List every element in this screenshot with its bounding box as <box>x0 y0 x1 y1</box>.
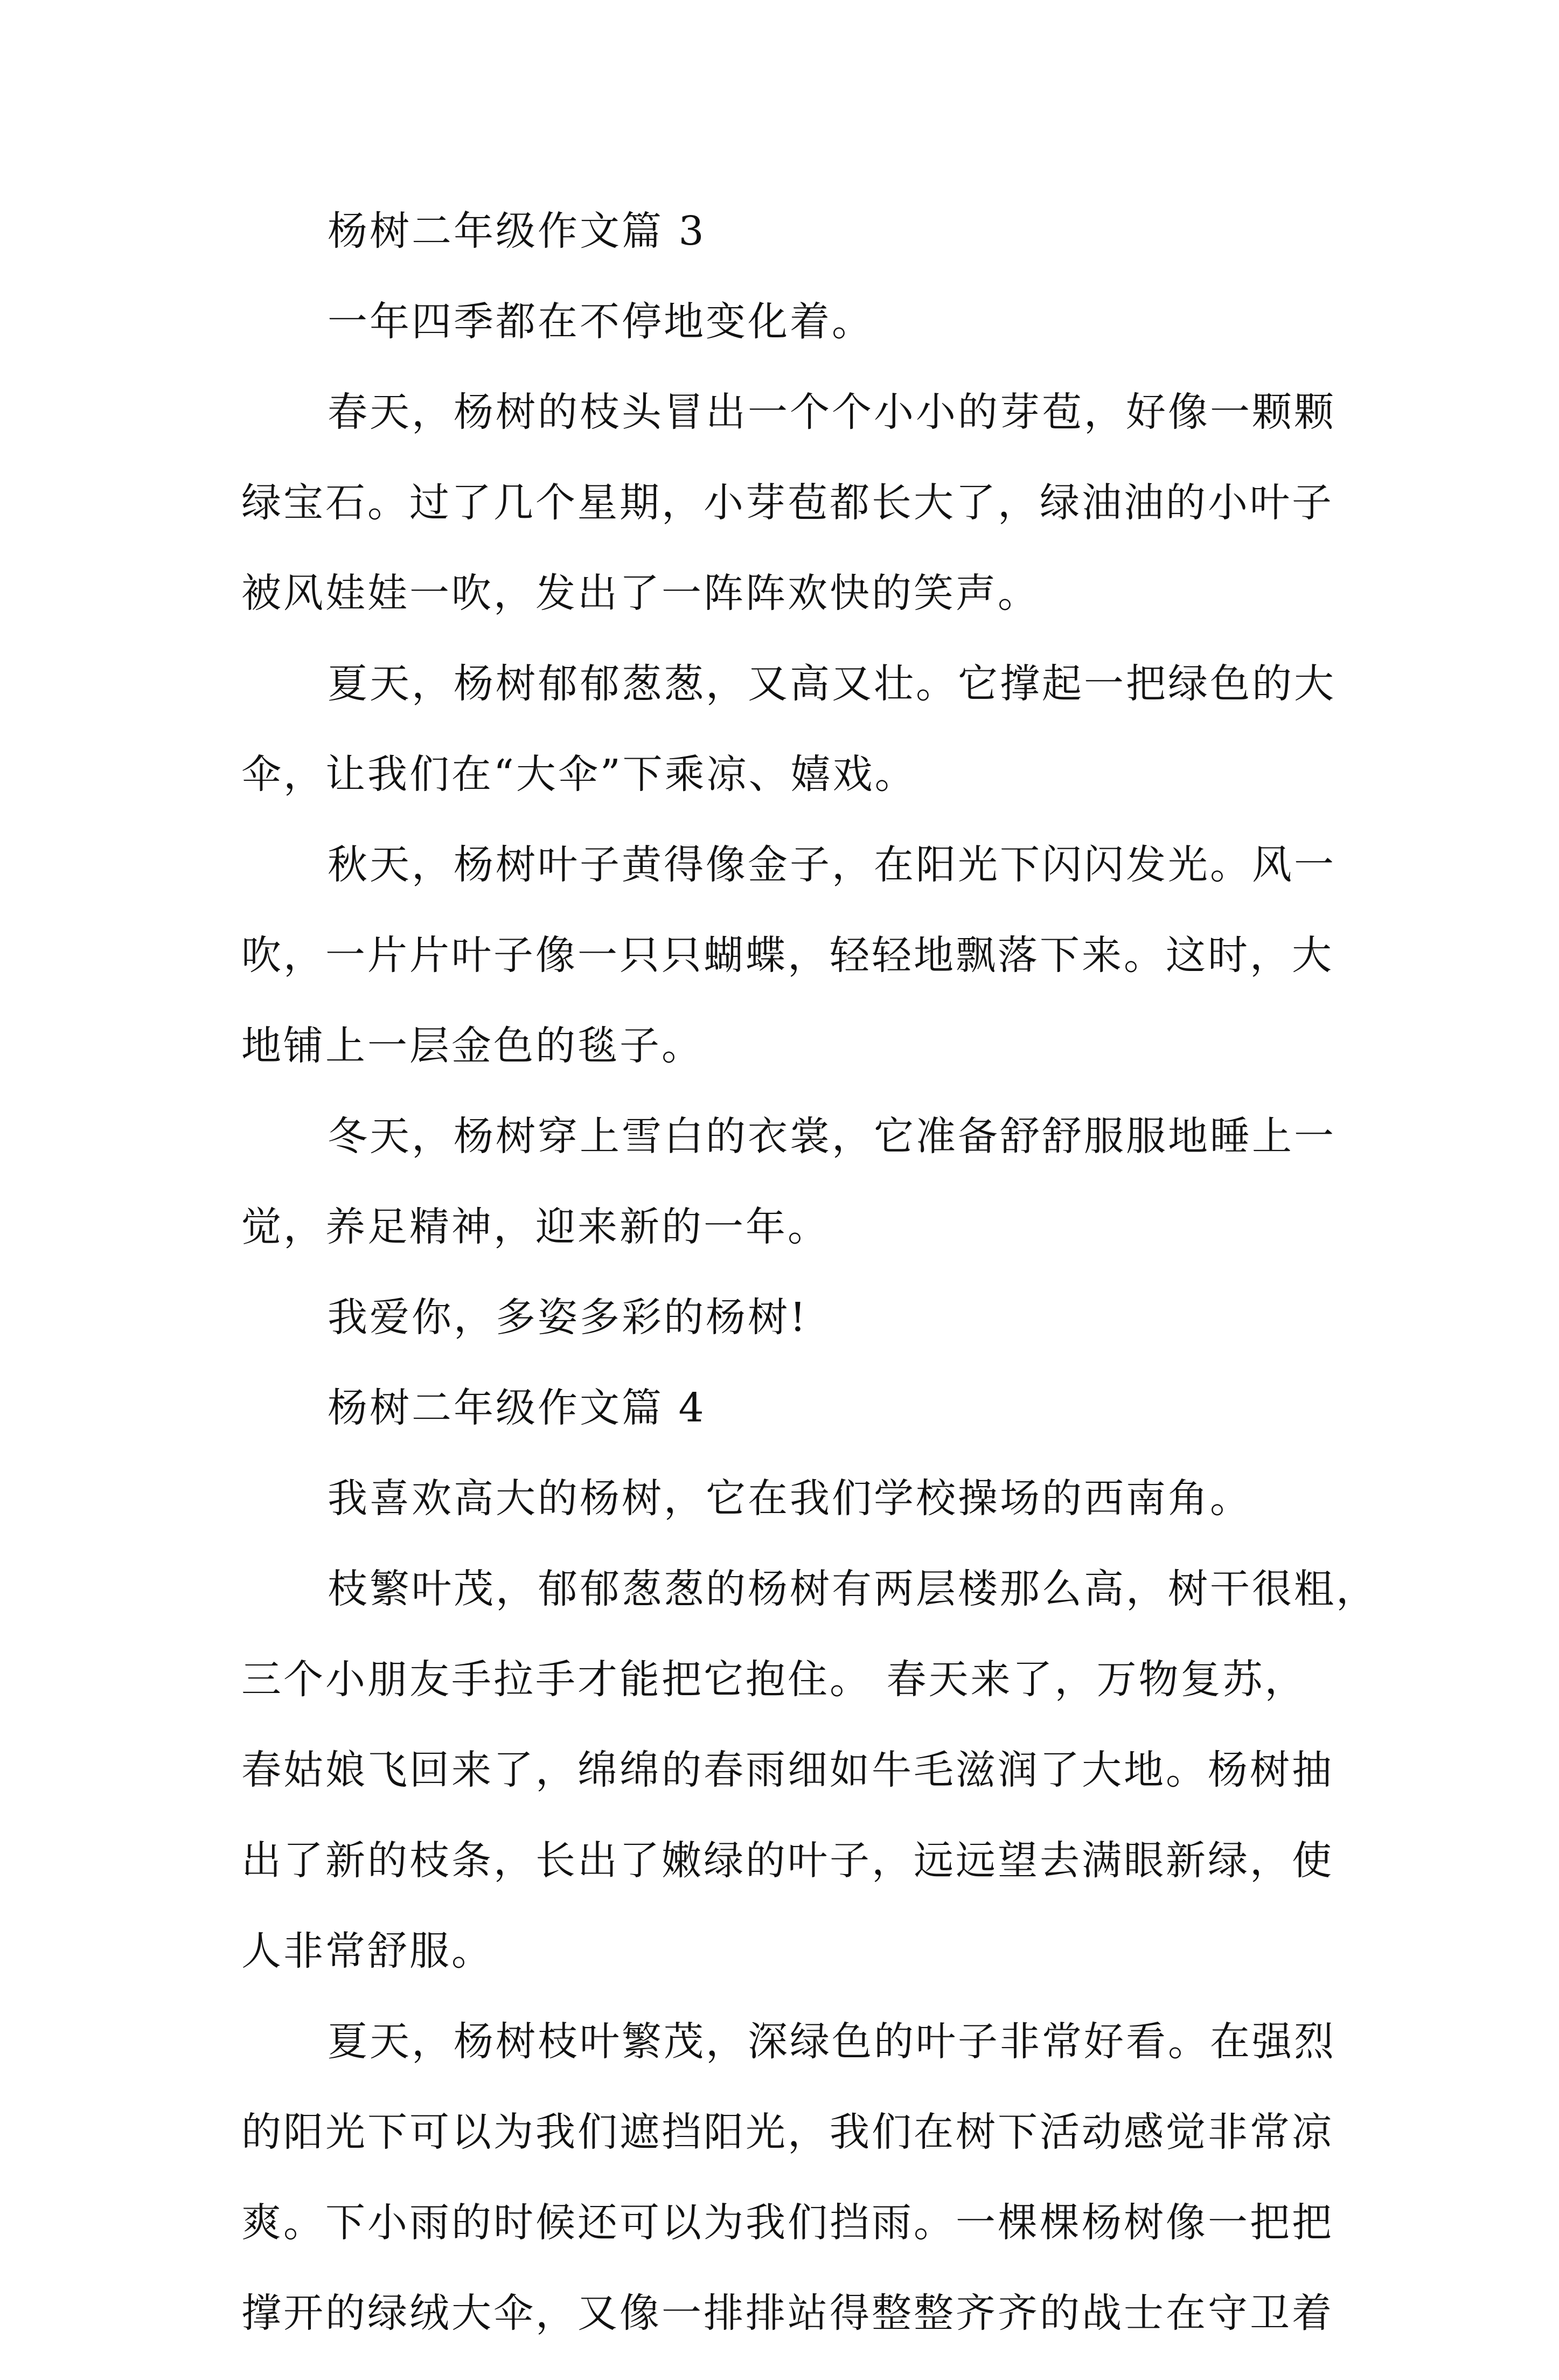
text-line: 一年四季都在不停地变化着。 <box>328 299 874 345</box>
text-line: 秋天，杨树叶子黄得像金子，在阳光下闪闪发光。风一 <box>328 842 1336 888</box>
text-line: 人非常舒服。 <box>241 1928 493 1974</box>
paragraph <box>241 1294 1319 1341</box>
text-line: 爽。下小雨的时候还可以为我们挡雨。一棵棵杨树像一把把 <box>241 2199 1334 2246</box>
essay-heading-3 <box>241 207 1319 255</box>
text-line: 被风娃娃一吹，发出了一阵阵欢快的笑声。 <box>241 570 1040 616</box>
text-line: 夏天，杨树郁郁葱葱，又高又壮。它撑起一把绿色的大 <box>328 661 1336 707</box>
text-line: 出了新的枝条，长出了嫩绿的叶子，远远望去满眼新绿，使 <box>241 1837 1334 1884</box>
text-line: 杨树二年级作文篇 3 <box>328 208 706 254</box>
paragraph <box>241 1565 1378 1975</box>
paragraph <box>241 660 1336 798</box>
text-line: 的阳光下可以为我们遮挡阳光，我们在树下活动感觉非常凉 <box>241 2109 1334 2155</box>
text-line: 吹，一片片叶子像一只只蝴蝶，轻轻地飘落下来。这时，大 <box>241 932 1334 979</box>
paragraph <box>241 298 1319 345</box>
text-line: 我喜欢高大的杨树，它在我们学校操场的西南角。 <box>328 1475 1252 1522</box>
text-line: 我爱你，多姿多彩的杨树! <box>328 1294 808 1341</box>
text-line: 觉，养足精神，迎来新的一年。 <box>241 1204 830 1250</box>
document-body <box>241 207 1378 2380</box>
text-line: 夏天，杨树枝叶繁茂，深绿色的叶子非常好看。在强烈 <box>328 2018 1336 2065</box>
text-line: 伞，让我们在“大伞”下乘凉、嬉戏。 <box>241 751 917 797</box>
text-line: 地铺上一层金色的毯子。 <box>241 1023 704 1069</box>
essay-heading-4 <box>241 1384 1319 1432</box>
text-line: 三个小朋友手拉手才能把它抱住。 春天来了，万物复苏， <box>241 1656 1307 1703</box>
text-line: 枝繁叶茂，郁郁葱葱的杨树有两层楼那么高，树干很粗， <box>328 1566 1378 1612</box>
text-line: 绿宝石。过了几个星期，小芽苞都长大了，绿油油的小叶子 <box>241 480 1334 526</box>
text-line: 撑开的绿绒大伞，又像一排排站得整整齐齐的战士在守卫着 <box>241 2290 1334 2336</box>
paragraph <box>241 1113 1336 1251</box>
paragraph <box>241 388 1336 617</box>
text-line: 春天，杨树的枝头冒出一个个小小的芽苞，好像一颗颗 <box>328 389 1336 435</box>
paragraph <box>241 2018 1336 2337</box>
text-line: 春姑娘飞回来了，绵绵的春雨细如牛毛滋润了大地。杨树抽 <box>241 1747 1334 1793</box>
paragraph <box>241 1475 1319 1522</box>
text-line: 冬天，杨树穿上雪白的衣裳，它准备舒舒服服地睡上一 <box>328 1113 1336 1160</box>
paragraph <box>241 841 1336 1070</box>
text-line: 杨树二年级作文篇 4 <box>328 1385 706 1431</box>
